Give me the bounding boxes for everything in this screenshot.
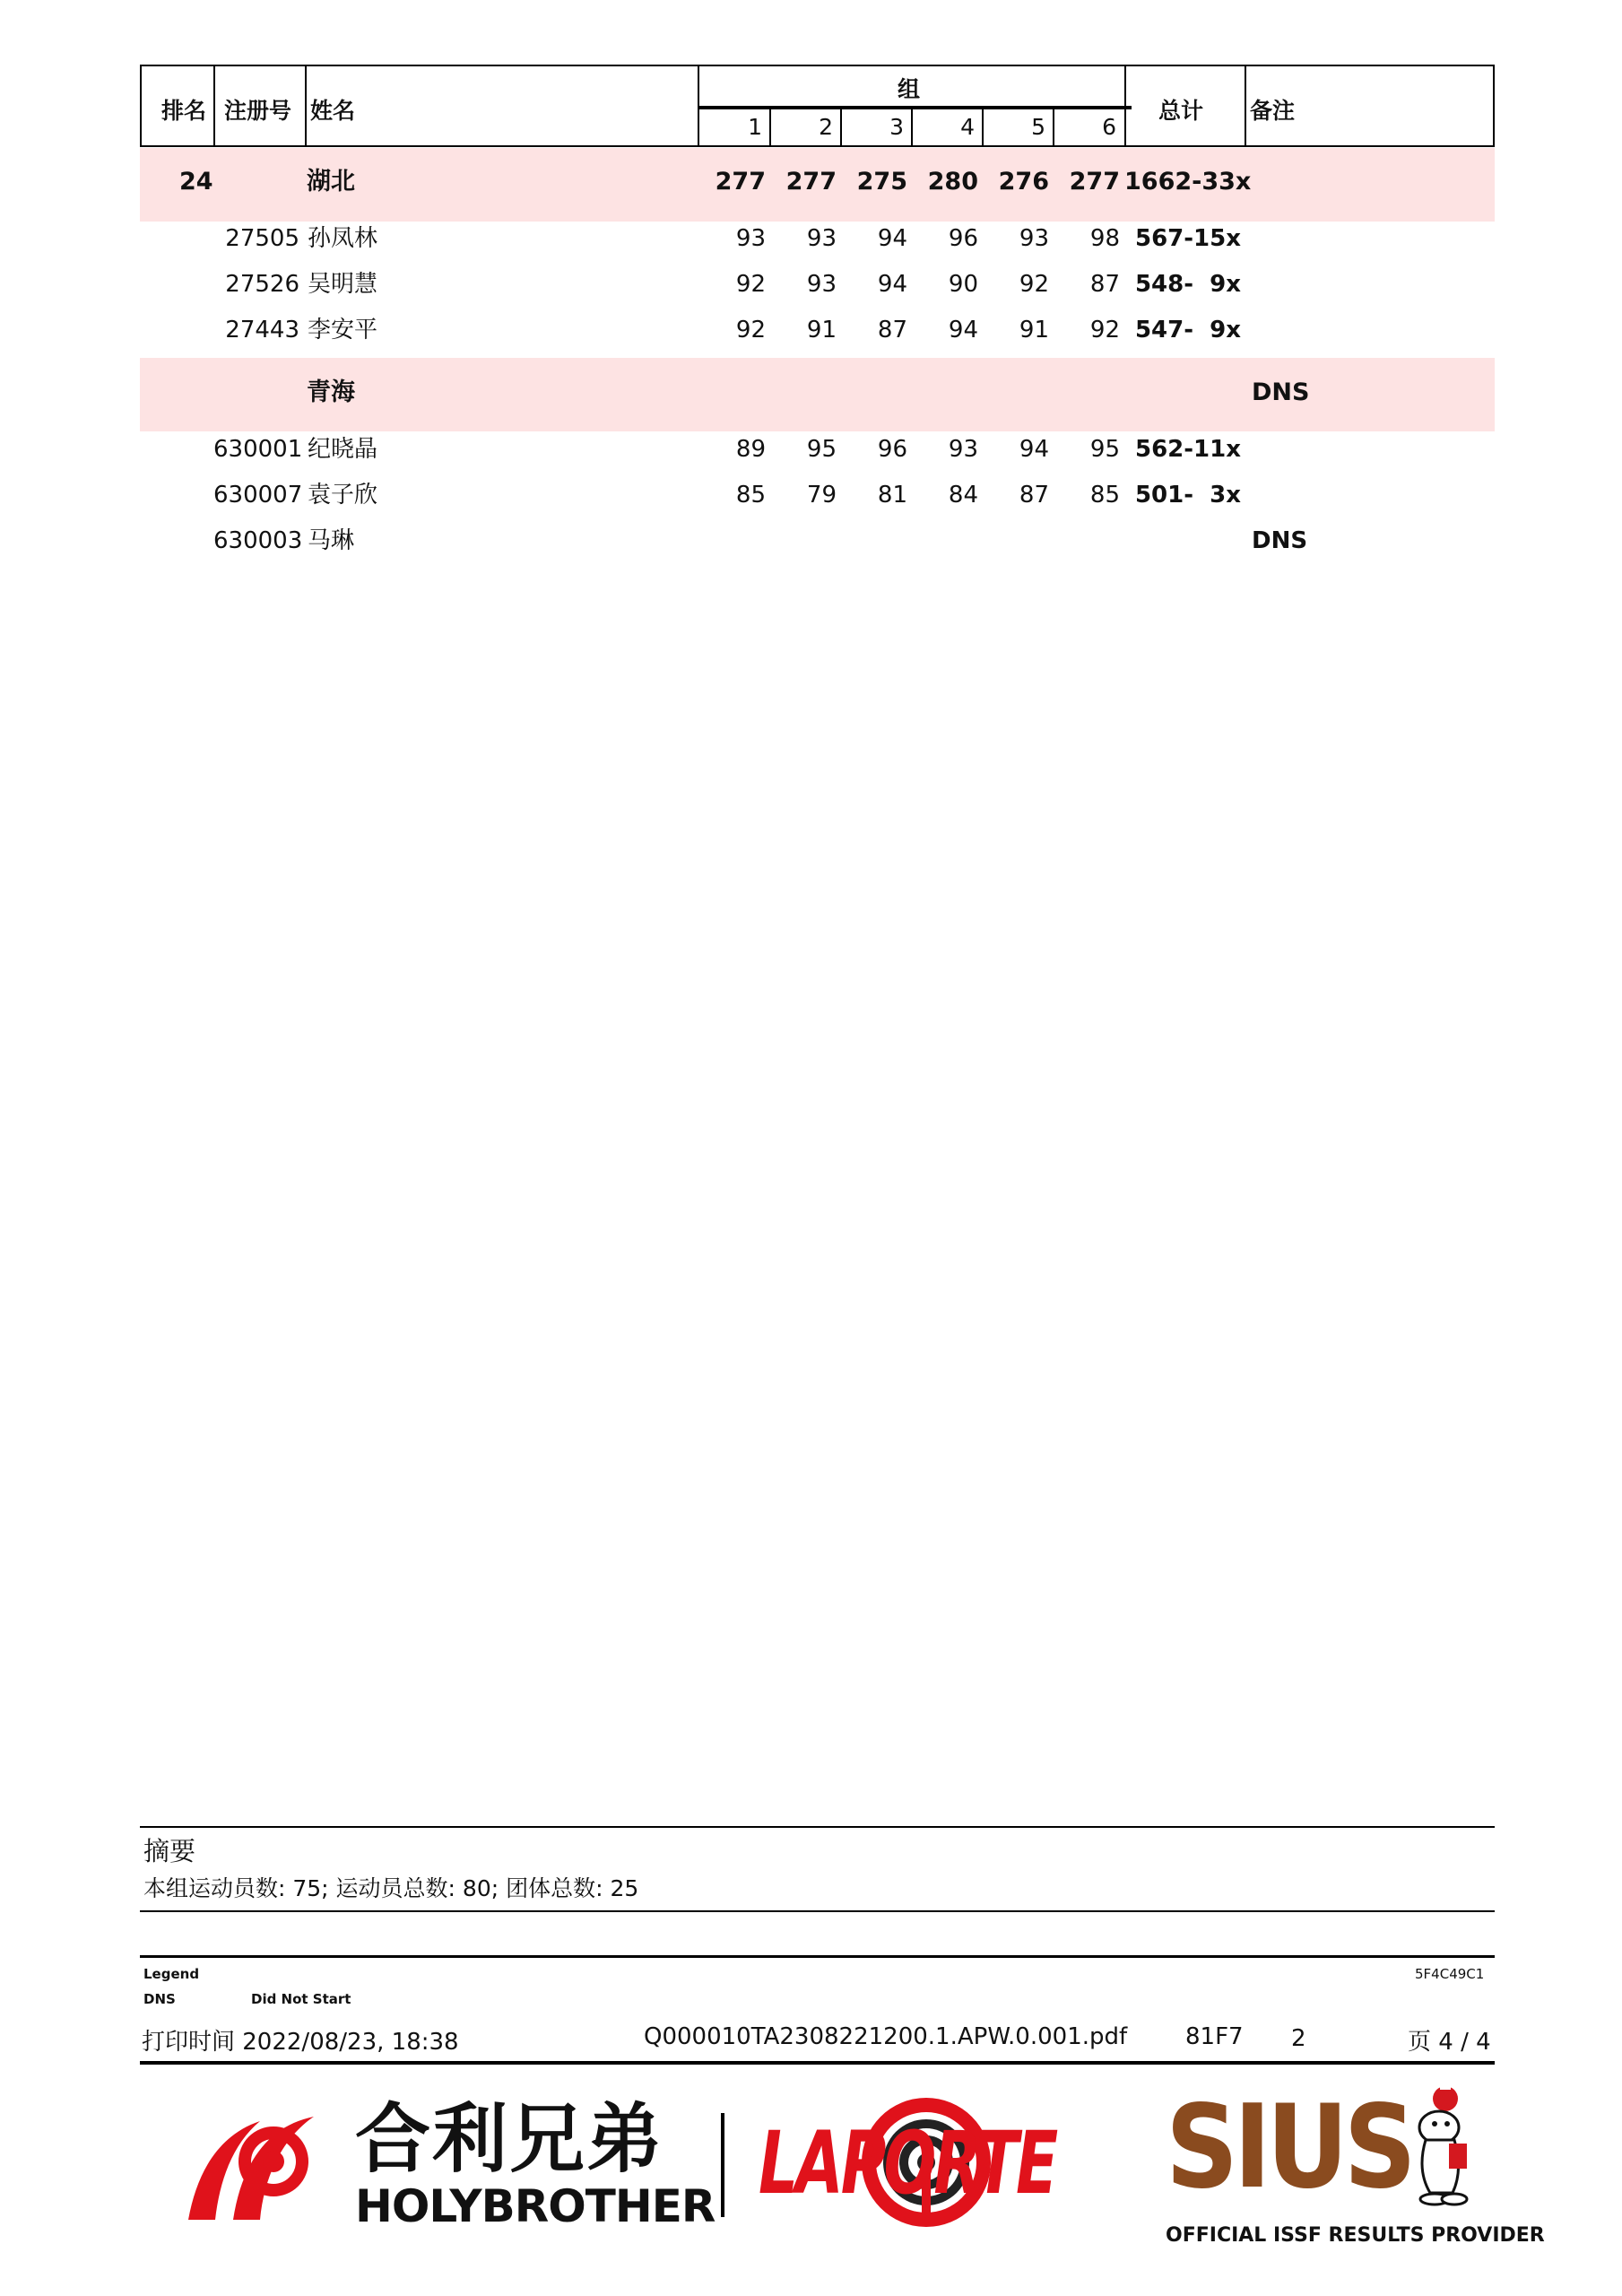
athlete-series-4: 94	[948, 317, 978, 344]
header-series-4: 4	[960, 114, 975, 140]
legend-meaning: Did Not Start	[251, 1991, 351, 2007]
header-series-5: 5	[1031, 114, 1045, 140]
header-series-6: 6	[1102, 114, 1116, 140]
summary-text: 本组运动员数: 75; 运动员总数: 80; 团体总数: 25	[143, 1875, 639, 1901]
series-divider	[911, 109, 913, 145]
legend-checksum: 5F4C49C1	[1415, 1966, 1485, 1982]
legend-top-rule	[140, 1955, 1495, 1958]
athlete-total: 501- 3x	[1134, 482, 1241, 509]
athlete-row	[140, 266, 1495, 302]
athlete-name: 马琳	[308, 527, 355, 554]
laporte-wordmark: LAPORTE	[759, 2113, 1056, 2213]
athlete-name: 孙凤林	[308, 225, 378, 252]
athlete-series-1: 85	[735, 482, 766, 509]
athlete-series-1: 92	[735, 317, 766, 344]
page-number: 页 4 / 4	[1408, 2029, 1491, 2056]
sius-wordmark: SIUS	[1166, 2081, 1412, 2214]
athlete-series-2: 93	[806, 225, 837, 252]
col-divider	[1245, 66, 1246, 145]
header-rank: 排名	[161, 98, 207, 124]
athlete-series-4: 96	[948, 225, 978, 252]
header-series-2: 2	[819, 114, 833, 140]
summary-top-rule	[140, 1826, 1495, 1828]
athlete-reg: 27505	[225, 225, 299, 252]
pdf-filename: Q000010TA2308221200.1.APW.0.001.pdf	[644, 2023, 1128, 2050]
sius-mascot-icon	[1399, 2081, 1484, 2215]
athlete-series-5: 92	[1019, 271, 1049, 298]
team-name: 青海	[307, 378, 355, 406]
footer-rule	[140, 2061, 1495, 2065]
athlete-row	[140, 523, 1495, 559]
header-series-1: 1	[748, 114, 762, 140]
col-divider	[305, 66, 307, 145]
athlete-series-6: 85	[1089, 482, 1120, 509]
athlete-total: 562-11x	[1134, 436, 1241, 463]
athlete-row	[140, 431, 1495, 467]
sius-tagline: OFFICIAL ISSF RESULTS PROVIDER	[1166, 2224, 1545, 2247]
header-group: 组	[898, 76, 921, 102]
athlete-series-2: 95	[806, 436, 837, 463]
legend-title: Legend	[143, 1966, 200, 1982]
athlete-name: 吴明慧	[308, 271, 378, 298]
team-series-4: 280	[927, 168, 978, 196]
team-series-3: 275	[856, 168, 907, 196]
athlete-name: 李安平	[308, 317, 378, 344]
series-divider	[982, 109, 984, 145]
athlete-series-4: 90	[948, 271, 978, 298]
athlete-series-3: 94	[877, 225, 907, 252]
athlete-remark: DNS	[1252, 527, 1308, 554]
header-series-3: 3	[889, 114, 904, 140]
series-divider	[769, 109, 771, 145]
athlete-series-6: 95	[1089, 436, 1120, 463]
team-series-5: 276	[998, 168, 1049, 196]
athlete-reg: 630001	[213, 436, 303, 463]
series-divider	[1053, 109, 1054, 145]
summary-title: 摘要	[143, 1836, 196, 1866]
athlete-series-5: 93	[1019, 225, 1049, 252]
athlete-name: 纪晓晶	[308, 436, 378, 463]
athlete-series-3: 87	[877, 317, 907, 344]
athlete-series-1: 92	[735, 271, 766, 298]
athlete-series-5: 91	[1019, 317, 1049, 344]
athlete-row	[140, 477, 1495, 513]
athlete-series-1: 93	[735, 225, 766, 252]
team-row	[140, 164, 1495, 200]
athlete-series-4: 84	[948, 482, 978, 509]
athlete-total: 567-15x	[1134, 225, 1241, 252]
athlete-total: 547- 9x	[1134, 317, 1241, 344]
team-series-2: 277	[785, 168, 837, 196]
results-table-header	[140, 65, 1495, 147]
athlete-reg: 27526	[225, 271, 299, 298]
athlete-series-3: 94	[877, 271, 907, 298]
athlete-series-6: 87	[1089, 271, 1120, 298]
summary-bottom-rule	[140, 1910, 1495, 1912]
header-total: 总计	[1158, 98, 1204, 124]
legend-code: DNS	[143, 1991, 176, 2007]
team-remark: DNS	[1252, 378, 1310, 406]
athlete-row	[140, 312, 1495, 348]
series-divider	[840, 109, 842, 145]
athlete-name: 袁子欣	[308, 482, 378, 509]
athlete-series-2: 91	[806, 317, 837, 344]
athlete-reg: 630003	[213, 527, 303, 554]
athlete-reg: 630007	[213, 482, 303, 509]
team-series-1: 277	[715, 168, 766, 196]
header-remarks: 备注	[1250, 98, 1296, 124]
team-row	[140, 375, 1495, 411]
print-time: 打印时间 2022/08/23, 18:38	[142, 2029, 459, 2056]
holybrother-cn: 合利兄弟	[355, 2095, 664, 2183]
athlete-reg: 27443	[225, 317, 299, 344]
sponsor-divider	[721, 2113, 724, 2217]
athlete-series-5: 94	[1019, 436, 1049, 463]
holybrother-en: HOLYBROTHER	[355, 2180, 716, 2232]
header-name: 姓名	[310, 98, 356, 124]
athlete-series-4: 93	[948, 436, 978, 463]
athlete-row	[140, 221, 1495, 257]
athlete-series-6: 92	[1089, 317, 1120, 344]
athlete-series-5: 87	[1019, 482, 1049, 509]
team-rank: 24	[179, 168, 213, 196]
group-underline	[699, 106, 1132, 109]
team-series-6: 277	[1069, 168, 1120, 196]
holybrother-logo-icon	[170, 2099, 323, 2229]
athlete-total: 548- 9x	[1134, 271, 1241, 298]
footer-code: 81F7	[1185, 2023, 1244, 2050]
athlete-series-1: 89	[735, 436, 766, 463]
col-divider	[213, 66, 215, 145]
athlete-series-6: 98	[1089, 225, 1120, 252]
athlete-series-3: 81	[877, 482, 907, 509]
header-reg-no: 注册号	[224, 98, 292, 124]
athlete-series-3: 96	[877, 436, 907, 463]
athlete-series-2: 93	[806, 271, 837, 298]
team-name: 湖北	[307, 168, 355, 196]
athlete-series-2: 79	[806, 482, 837, 509]
team-total: 1662-33x	[1124, 168, 1252, 196]
footer-version: 2	[1291, 2025, 1306, 2052]
